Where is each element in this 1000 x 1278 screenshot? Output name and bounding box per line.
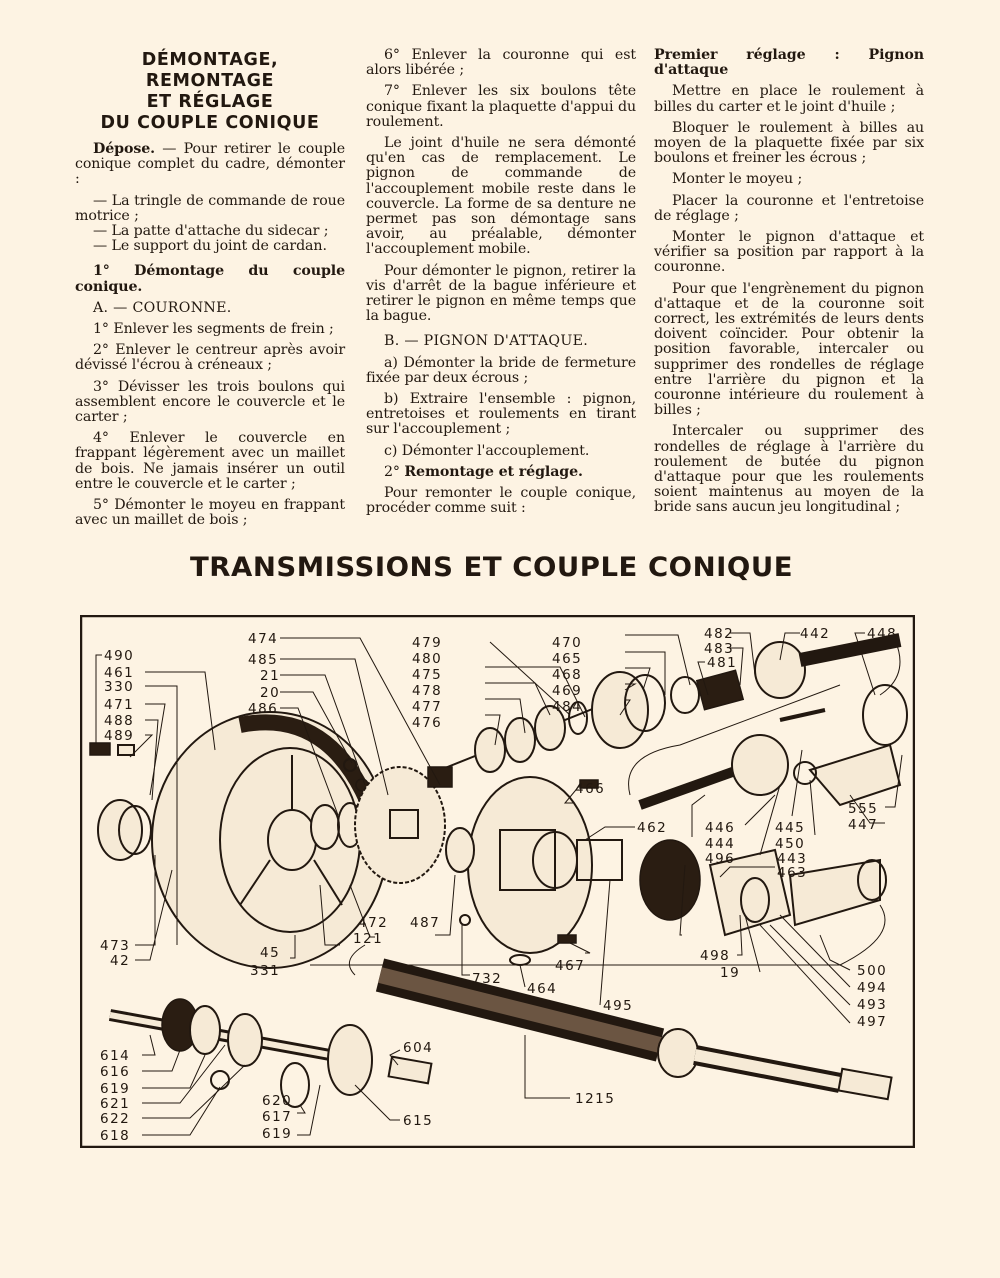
reglage-step: Mettre en place le roulement à billes du carter et le joint d'huile ;: [654, 83, 924, 115]
part-label: 473: [100, 938, 131, 954]
heading-line: ET RÉGLAGE: [146, 92, 274, 112]
section-2-number: 2°: [384, 463, 400, 480]
part-label: 444: [705, 836, 736, 852]
housing-boss: [500, 830, 555, 890]
section-b-step: a) Démonter la bride de fermeture fixée par deux écrous ;: [366, 354, 636, 386]
leader-618: [142, 1087, 220, 1135]
part-label: 488: [104, 713, 135, 729]
reglage-step: Monter le pignon d'attaque et vérifier sa position par rapport à la couronne.: [654, 229, 924, 276]
part-label: 463: [777, 865, 808, 881]
part-label: 604: [403, 1040, 434, 1056]
text-column-2: [366, 48, 636, 522]
part-label: 500: [857, 963, 888, 979]
section-a-step: 4° Enlever le couvercle en frappant légèrement avec un maillet de bois. Ne jamais insérer un outil entre le couvercle et le carter ;: [75, 430, 345, 492]
circlip-617: [211, 1071, 229, 1089]
figure-title: TRANSMISSIONS ET COUPLE CONIQUE: [190, 552, 794, 583]
reglage-step: Intercaler ou supprimer des rondelles de réglage à l'arrière du roulement de butée du pignon d'attaque pour que les roulements soient maintenus au moyen de la bride sans aucun jeu longitudinal ;: [654, 423, 924, 516]
part-label: 475: [412, 667, 443, 683]
leader-495: [600, 880, 610, 1005]
section-b-step: c) Démonter l'accouplement.: [384, 442, 590, 459]
part-label: 619: [100, 1081, 131, 1097]
heading-line: DU COUPLE CONIQUE: [100, 113, 320, 133]
part-label: 622: [100, 1111, 131, 1127]
part-label: 479: [412, 635, 443, 651]
heading-line: DÉMONTAGE, REMONTAGE: [141, 50, 279, 91]
leader-450: [810, 780, 815, 835]
section-2-title: [366, 465, 636, 480]
remontage-paragraph: Pour remonter le couple conique, procéder comme suit :: [366, 485, 636, 517]
part-label: 19: [720, 965, 741, 981]
depose-text: — Pour retirer le couple conique complet du cadre, démonter :: [75, 141, 345, 188]
leader-446: [745, 795, 775, 825]
text-column-3: [654, 48, 924, 522]
section-2-label: Remontage et réglage.: [404, 463, 583, 480]
leader-497: [760, 925, 850, 1023]
part-label: 732: [472, 971, 503, 987]
reglage-step: Monter le moyeu ;: [672, 171, 803, 188]
part-label: 618: [100, 1128, 131, 1144]
section-b-step: b) Extraire l'ensemble : pignon, entretoises et roulements en tirant sur l'accouplement ;: [366, 391, 636, 438]
part-label: 472: [358, 915, 389, 931]
part-label: 448: [867, 626, 898, 642]
exploded-parts-diagram: [80, 615, 915, 1148]
part-label: 468: [552, 667, 583, 683]
part-label: 619: [262, 1126, 293, 1142]
section-a-step: 2° Enlever le centreur après avoir dévissé l'écrou à créneaux ;: [75, 342, 345, 374]
leader-1215: [525, 1035, 570, 1098]
washer-464: [510, 955, 530, 965]
part-label: 489: [104, 728, 135, 744]
part-label: 445: [775, 820, 806, 836]
bearing-622: [228, 1014, 262, 1066]
coupling-442: [755, 642, 805, 698]
part-label: 615: [403, 1113, 434, 1129]
part-label: 462: [637, 820, 668, 836]
depose-label: Dépose.: [93, 141, 155, 157]
part-label: 616: [100, 1064, 131, 1080]
part-label: 467: [555, 958, 586, 974]
part-label: 485: [248, 652, 279, 668]
part-label: 45: [260, 945, 281, 961]
part-label: 121: [353, 931, 384, 947]
part-label: 614: [100, 1048, 131, 1064]
part-label: 496: [705, 851, 736, 867]
bolt-467: [558, 935, 576, 943]
part-label: 461: [104, 665, 135, 681]
part-label: 1215: [575, 1091, 616, 1107]
depose-paragraph: [75, 142, 345, 188]
reglage-step: Pour que l'engrènement du pignon d'attaque et de la couronne soit correct, les extrémités de leurs dents doivent coïncider. Pour obtenir la position favorable, intercaler ou supprimer des rondelles de réglage entre l'arrière du pignon et la couronne intérieure du roulement à billes ;: [654, 280, 924, 419]
leader-614: [142, 1035, 155, 1055]
arrow-head-1215: [349, 945, 365, 975]
leader-490: [96, 655, 102, 743]
flange-615: [328, 1025, 372, 1095]
part-label: 477: [412, 699, 443, 715]
diagram-svg: [80, 615, 915, 1148]
leader-473: [135, 855, 155, 945]
flange-468: [592, 672, 648, 748]
leader-622: [142, 1065, 245, 1118]
part-label: 331: [250, 963, 281, 979]
clamp-448: [863, 685, 907, 745]
bearing-487: [446, 828, 474, 872]
part-label: 465: [552, 651, 583, 667]
gear-481: [697, 670, 743, 709]
section-1-title: 1° Démontage du couple conique.: [75, 263, 345, 295]
leader-616: [142, 1050, 180, 1071]
depose-item: — La tringle de commande de roue motrice ;: [75, 192, 345, 224]
part-label: 478: [412, 683, 443, 699]
bearing-121: [311, 805, 339, 849]
text-column-1: [75, 48, 345, 534]
leader-462: [585, 827, 635, 840]
shaft-442: [800, 640, 900, 660]
part-label: 493: [857, 997, 888, 1013]
section-a-step: 5° Démonter le moyeu en frappant avec un maillet de bois ;: [75, 497, 345, 529]
depose-item: — Le support du joint de cardan.: [93, 238, 327, 255]
joint-paragraph: Le joint d'huile ne sera démonté qu'en cas de remplacement. Le pignon de commande de l'accouplement mobile reste dans le couvercle. La forme de sa denture ne permet pas son démontage sans avoir, au préalable, démonter l'accouplement mobile.: [366, 135, 636, 258]
nut-732: [460, 915, 470, 925]
depose-item: — La patte d'attache du sidecar ;: [93, 223, 329, 240]
part-label: 42: [110, 953, 131, 969]
part-label: 442: [800, 626, 831, 642]
part-label: 487: [410, 915, 441, 931]
part-label: 621: [100, 1096, 131, 1112]
bearing-477: [505, 718, 535, 762]
part-label: 490: [104, 648, 135, 664]
part-label: 486: [248, 701, 279, 717]
leader-467: [570, 943, 590, 953]
part-label: 466: [575, 781, 606, 797]
bearing-476: [475, 728, 505, 772]
part-label: 446: [705, 820, 736, 836]
reglage-step: Placer la couronne et l'entretoise de réglage ;: [654, 192, 924, 224]
part-label: 464: [527, 981, 558, 997]
section-a-step: 7° Enlever les six boulons tête conique fixant la plaquette d'appui du roulement.: [366, 83, 636, 130]
part-label: 555: [848, 801, 879, 817]
section-a-step: 1° Enlever les segments de frein ;: [93, 321, 334, 338]
splined-end: [838, 1069, 891, 1099]
part-label: 480: [412, 651, 443, 667]
section-a-step: 3° Dévisser les trois boulons qui assemblent encore le couvercle et le carter ;: [75, 378, 345, 426]
part-label: 21: [260, 668, 281, 684]
part-label: 620: [262, 1093, 293, 1109]
part-label: 494: [857, 980, 888, 996]
reglage-step: Bloquer le roulement à billes au moyen de la plaquette fixée par six boulons et freiner les écrous ;: [654, 119, 924, 167]
part-label: 482: [704, 626, 735, 642]
bolt-490: [90, 743, 110, 755]
part-label: 470: [552, 635, 583, 651]
coupling-496: [640, 840, 700, 920]
part-label: 450: [775, 836, 806, 852]
leader-464: [520, 965, 525, 987]
pignon-paragraph: Pour démonter le pignon, retirer la vis d'arrêt de la bague inférieure et retirer le pignon en même temps que la bague.: [366, 262, 636, 325]
leader-494: [780, 915, 850, 987]
section-a-title: A. — COURONNE.: [93, 299, 232, 316]
part-label: 495: [603, 998, 634, 1014]
leader-471: [145, 704, 165, 795]
part-label: 498: [700, 948, 731, 964]
part-label: 617: [262, 1109, 293, 1125]
leader-732: [462, 925, 470, 975]
leader-444: [692, 795, 705, 837]
part-label: 497: [857, 1014, 888, 1030]
part-label: 483: [704, 641, 735, 657]
part-label: 481: [707, 655, 738, 671]
premier-reglage-title: Premier réglage : Pignon d'attaque: [654, 47, 924, 79]
bolt-450: [780, 710, 825, 720]
part-label: 443: [777, 851, 808, 867]
bearing-621: [190, 1006, 220, 1054]
tube-yoke: [658, 1029, 698, 1077]
part-label: 330: [104, 679, 135, 695]
article-heading: [75, 50, 345, 134]
part-label: 476: [412, 715, 443, 731]
part-label: 447: [848, 817, 879, 833]
section-b-title: B. — PIGNON D'ATTAQUE.: [384, 333, 589, 350]
part-label: 20: [260, 685, 281, 701]
part-label: 469: [552, 683, 583, 699]
ring-470: [671, 677, 699, 713]
part-label: 471: [104, 697, 135, 713]
bolt-489: [118, 745, 134, 755]
section-a-step: 6° Enlever la couronne qui est alors libérée ;: [366, 47, 636, 79]
bracket-447: [810, 745, 900, 805]
part-label: 474: [248, 631, 279, 647]
part-label: 484: [552, 699, 583, 715]
